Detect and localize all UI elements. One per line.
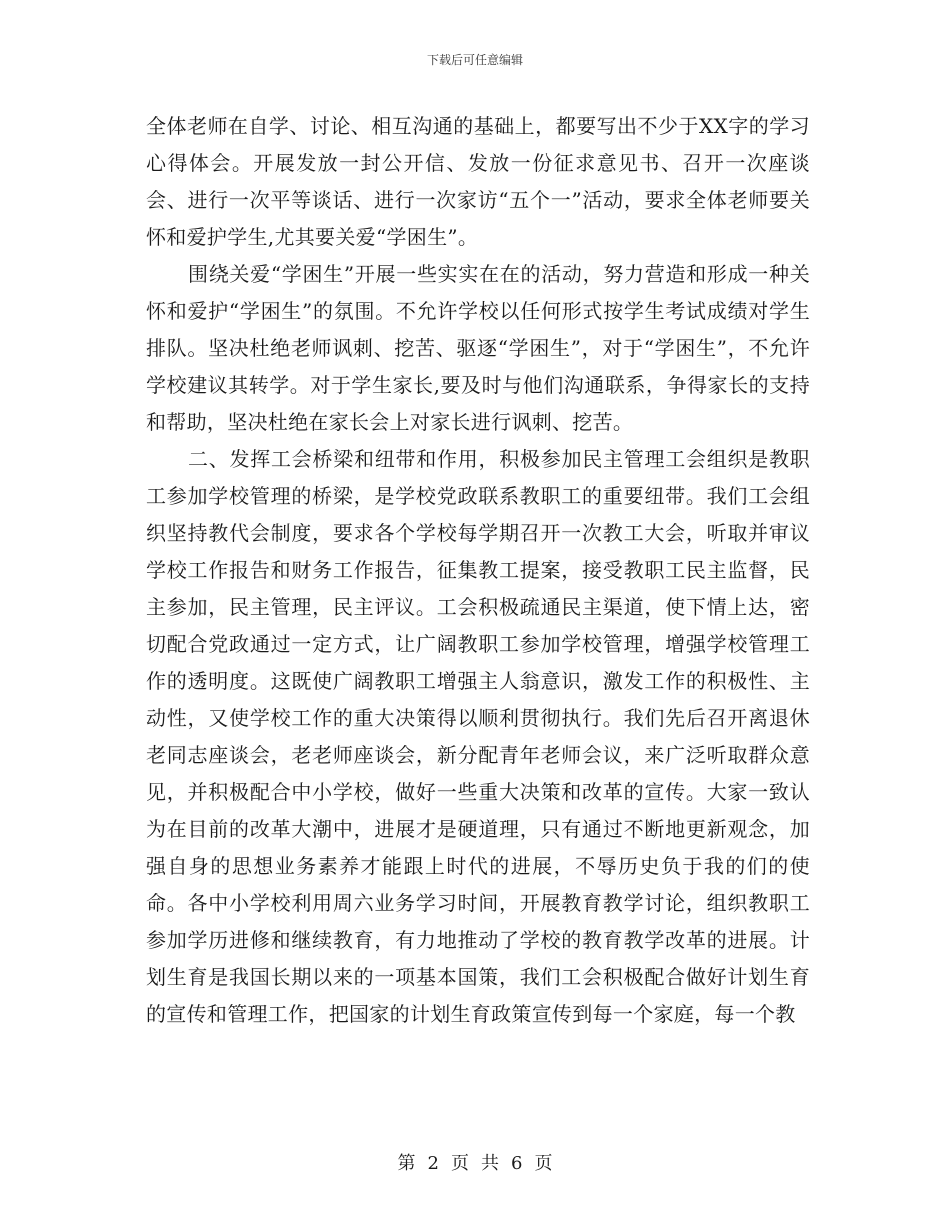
footer-suffix: 页 bbox=[534, 1153, 553, 1174]
header-note: 下载后可任意编辑 bbox=[426, 53, 523, 67]
page-header bbox=[0, 53, 950, 67]
current-page-number: 2 bbox=[427, 1153, 439, 1174]
page-footer bbox=[0, 1153, 950, 1175]
paragraph-continuation: 全体老师在自学、讨论、相互沟通的基础上，都要写出不少于XX字的学习心得体会。开展发放一封公开信、发放一份征求意见书、召开一次座谈会、进行一次平等谈话、进行一次家访“五个一”活动，要求全体老师要关怀和爱护学生,尤其要关爱“学困生”。 bbox=[146, 114, 810, 249]
footer-prefix: 第 bbox=[397, 1153, 416, 1174]
footer-page-word: 页 bbox=[451, 1153, 469, 1174]
total-pages-number: 6 bbox=[511, 1153, 523, 1174]
document-body bbox=[146, 108, 810, 1033]
paragraph: 二、发挥工会桥梁和纽带和作用，积极参加民主管理工会组织是教职工参加学校管理的桥梁，是学校党政联系教职工的重要纽带。我们工会组织坚持教代会制度，要求各个学校每学期召开一次教工大会，听取并审议学校工作报告和财务工作报告，征集教工提案，接受教职工民主监督，民主参加，民主管理，民主评议。工会积极疏通民主渠道，使下情上达，密切配合党政通过一定方式，让广阔教职工参加学校管理，增强学校管理工作的透明度。这既使广阔教职工增强主人翁意识，激发工作的积极性、主动性，又使学校工作的重大决策得以顺利贯彻执行。我们先后召开离退休老同志座谈会，老老师座谈会，新分配青年老师会议，来广泛听取群众意见，并积极配合中小学校，做好一些重大决策和改革的宣传。大家一致认为在目前的改革大潮中，进展才是硬道理，只有通过不断地更新观念，加强自身的思想业务素养才能跟上时代的进展，不辱历史负于我的们的使命。各中小学校利用周六业务学习时间，开展教育教学讨论，组织教职工参加学历进修和继续教育，有力地推动了学校的教育教学改革的进展。计划生育是我国长期以来的一项基本国策，我们工会积极配合做好计划生育的宣传和管理工作，把国家的计划生育政策宣传到每一个家庭，每一个教 bbox=[146, 447, 810, 1026]
paragraph: 围绕关爱“学困生”开展一些实实在在的活动，努力营造和形成一种关怀和爱护“学困生”的氛围。不允许学校以任何形式按学生考试成绩对学生排队。坚决杜绝老师讽刺、挖苦、驱逐“学困生”，对于“学困生”，不允许学校建议其转学。对于学生家长,要及时与他们沟通联系，争得家长的支持和帮助，坚决杜绝在家长会上对家长进行讽刺、挖苦。 bbox=[146, 262, 810, 434]
footer-total-word: 共 bbox=[481, 1153, 499, 1174]
